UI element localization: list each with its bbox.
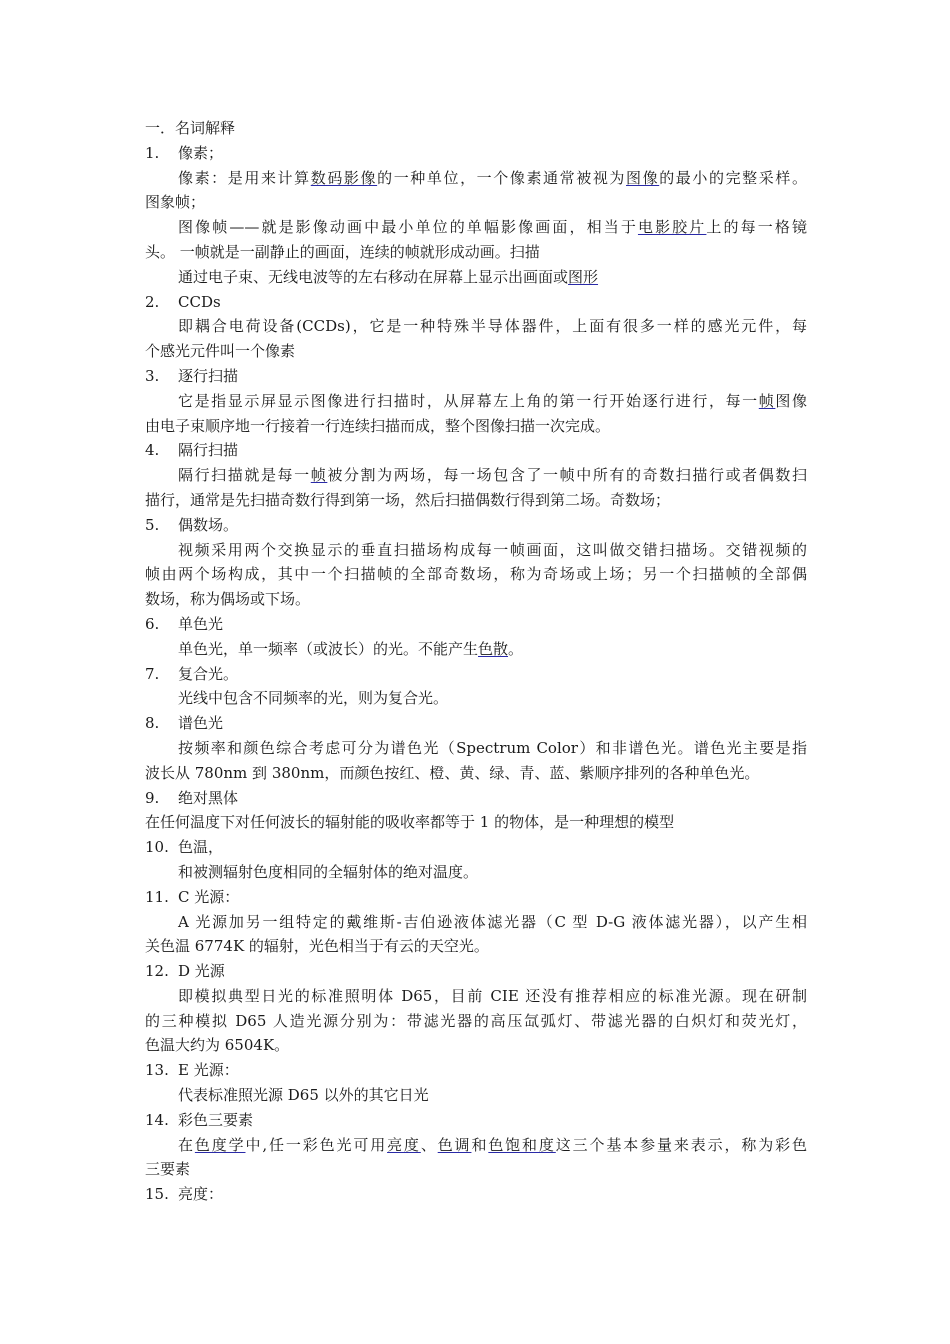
- section-title: 一．名词解释: [145, 119, 236, 137]
- term-title: 复合光。: [178, 664, 239, 683]
- text-run: 通过电子束、无线电波等的左右移动在屏幕上显示出画面或: [178, 267, 569, 286]
- term-title: CCDs: [178, 292, 221, 311]
- term-title: 谱色光: [178, 714, 224, 733]
- text-run: 它是指显示屏显示图像进行扫描时，从屏幕左上角的第一行开始逐行进行，每一: [178, 391, 759, 410]
- term-heading: [145, 1182, 807, 1207]
- hyperlink[interactable]: 帧: [758, 391, 776, 410]
- term-heading: [145, 612, 807, 637]
- paragraph-line: 图象帧；: [145, 193, 206, 212]
- document-content: [145, 116, 807, 1207]
- term-number: 12.: [145, 962, 169, 981]
- paragraph-line: 在任何温度下对任何波长的辐射能的吸收率都等于 1 的物体，是一种理想的模型: [145, 813, 675, 832]
- text-run: 图像: [775, 391, 807, 410]
- paragraph-line: 由电子束顺序地一行接着一行连续扫描而成，整个图像扫描一次完成。: [145, 416, 611, 435]
- text-run: 在: [178, 1135, 195, 1154]
- paragraph-line: [145, 215, 807, 240]
- term-heading: [145, 959, 807, 984]
- term-heading: [145, 662, 807, 687]
- paragraph-line: 的三种模拟 D65 人造光源分别为：带滤光器的高压氙弧灯、带滤光器的白炽灯和荧光灯，: [145, 1011, 807, 1030]
- term-heading: [145, 885, 807, 910]
- paragraph-line: 和被测辐射色度相同的全辐射体的绝对温度。: [178, 862, 479, 881]
- paragraph-line: 三要素: [145, 1160, 191, 1179]
- term-heading: [145, 835, 807, 860]
- paragraph-line: 光线中包含不同频率的光，则为复合光。: [178, 689, 449, 708]
- term-title: C 光源：: [178, 887, 240, 906]
- paragraph-line: [145, 166, 807, 191]
- paragraph-line: A 光源加另一组特定的戴维斯-吉伯逊液体滤光器（C 型 D-G 液体滤光器），以产生相: [178, 912, 807, 931]
- paragraph-line: [145, 463, 807, 488]
- text-run: 单色光，单一频率（或波长）的光。不能产生: [178, 639, 479, 658]
- paragraph-line: [145, 265, 807, 290]
- term-number: 3.: [145, 366, 160, 385]
- hyperlink[interactable]: 图形: [568, 267, 599, 286]
- text-run: 隔行扫描就是每一: [178, 466, 311, 485]
- term-number: 7.: [145, 664, 160, 683]
- hyperlink[interactable]: 图像: [626, 168, 660, 187]
- term-number: 14.: [145, 1110, 169, 1129]
- paragraph-line: 即耦合电荷设备(CCDs)，它是一种特殊半导体器件，上面有很多一样的感光元件，每: [178, 317, 807, 336]
- hyperlink[interactable]: 色调: [437, 1135, 472, 1154]
- hyperlink[interactable]: 帧: [310, 466, 328, 485]
- paragraph-line: 头。 一帧就是一副静止的画面，连续的帧就形成动画。扫描: [145, 242, 540, 261]
- text-run: 中,任一彩色光可用: [245, 1135, 388, 1154]
- term-title: 亮度：: [178, 1185, 224, 1204]
- text-run: 的一种单位，一个像素通常被视为: [377, 168, 627, 187]
- term-number: 15.: [145, 1185, 169, 1204]
- term-heading: [145, 290, 807, 315]
- term-number: 8.: [145, 714, 160, 733]
- term-number: 11.: [145, 887, 169, 906]
- hyperlink[interactable]: 色散: [478, 639, 509, 658]
- term-title: 彩色三要素: [178, 1110, 254, 1129]
- term-title: 绝对黑体: [178, 788, 239, 807]
- term-number: 10.: [145, 838, 169, 857]
- paragraph-line: 色温大约为 6504K。: [145, 1036, 290, 1055]
- paragraph-line: 视频采用两个交换显示的垂直扫描场构成每一帧画面，这叫做交错扫描场。交错视频的: [178, 540, 807, 559]
- paragraph-line: 关色温 6774K 的辐射，光色相当于有云的天空光。: [145, 937, 489, 956]
- paragraph-line: [145, 389, 807, 414]
- term-number: 4.: [145, 441, 160, 460]
- paragraph-line: 个感光元件叫一个像素: [145, 342, 296, 361]
- text-run: 的最小的完整采样。: [659, 168, 807, 187]
- term-title: E 光源：: [178, 1061, 239, 1080]
- text-run: 图像帧——就是影像动画中最小单位的单幅影像画面，相当于: [178, 218, 638, 237]
- term-heading: [145, 141, 807, 166]
- term-title: 像素；: [178, 143, 224, 162]
- term-title: D 光源: [178, 962, 225, 981]
- paragraph-line: 按频率和颜色综合考虑可分为谱色光（Spectrum Color）和非谱色光。谱色光主要是指: [178, 738, 807, 757]
- text-run: 。: [508, 639, 524, 658]
- hyperlink[interactable]: 数码影像: [310, 168, 378, 187]
- hyperlink[interactable]: 色饱和度: [488, 1135, 556, 1154]
- paragraph-line: 代表标准照光源 D65 以外的其它日光: [178, 1086, 429, 1105]
- paragraph-line: 描行，通常是先扫描奇数行得到第一场，然后扫描偶数行得到第二场。奇数场；: [145, 490, 671, 509]
- term-title: 色温，: [178, 838, 224, 857]
- term-title: 隔行扫描: [178, 441, 239, 460]
- term-number: 6.: [145, 614, 160, 633]
- term-number: 2.: [145, 292, 160, 311]
- hyperlink[interactable]: 色度学: [194, 1135, 246, 1154]
- term-number: 9.: [145, 788, 160, 807]
- paragraph-line: [145, 637, 807, 662]
- term-heading: [145, 513, 807, 538]
- paragraph-line: 即模拟典型日光的标准照明体 D65，目前 CIE 还没有推荐相应的标准光源。现在研制: [178, 986, 807, 1005]
- term-heading: [145, 438, 807, 463]
- paragraph-line: 波长从 780nm 到 380nm，而颜色按红、橙、黄、绿、青、蓝、紫顺序排列的各种单色光。: [145, 763, 760, 782]
- term-title: 偶数场。: [178, 515, 239, 534]
- text-run: 和: [471, 1135, 489, 1154]
- hyperlink[interactable]: 电影胶片: [637, 218, 707, 237]
- term-title: 单色光: [178, 614, 224, 633]
- text-run: 上的每一格镜: [706, 218, 807, 237]
- hyperlink[interactable]: 亮度: [387, 1135, 421, 1154]
- paragraph-line: 帧由两个场构成，其中一个扫描帧的全部奇数场，称为奇场或上场；另一个扫描帧的全部偶: [145, 565, 807, 584]
- term-heading: [145, 1108, 807, 1133]
- term-title: 逐行扫描: [178, 366, 239, 385]
- text-run: 被分割为两场，每一场包含了一帧中所有的奇数扫描行或者偶数扫: [327, 466, 807, 485]
- term-number: 5.: [145, 515, 160, 534]
- term-heading: [145, 364, 807, 389]
- term-heading: [145, 711, 807, 736]
- term-number: 1.: [145, 143, 160, 162]
- paragraph-line: 数场，称为偶场或下场。: [145, 590, 311, 609]
- term-heading: [145, 1058, 807, 1083]
- text-run: 像素：是用来计算: [178, 168, 311, 187]
- text-run: 、: [420, 1135, 438, 1154]
- term-heading: [145, 786, 807, 811]
- term-number: 13.: [145, 1061, 169, 1080]
- text-run: 这三个基本参量来表示，称为彩色: [555, 1135, 807, 1154]
- paragraph-line: [145, 1133, 807, 1158]
